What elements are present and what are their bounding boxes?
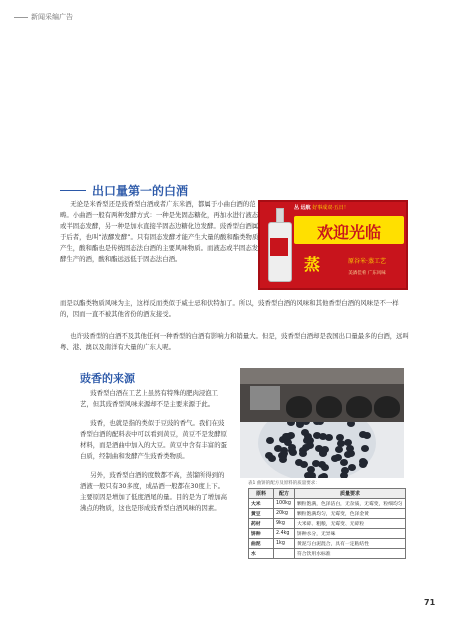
table-row (249, 509, 406, 519)
bean-icon (319, 433, 327, 440)
table-cell: 1kg (274, 539, 295, 549)
bean-icon (308, 475, 316, 478)
paragraph-1: 无论是米香型还是豉香型白酒或者广东米酒，都属于小曲白酒的范畴。小曲酒一般有两种发酵方式：一种是先固态糖化，再加水进行液态或半固态发酵，另一种是加水直接半固态边糖化边发酵。豉香型白酒属于后者，也叫“浓醪发酵”。只有固态发酵才能产生大量的酸和酯类物质产生，酸和酯也是传统固态法白酒的主要风味物质。而液态或半固态发酵生产的酒，酸和酯远远低于固态法白酒。 (60, 200, 259, 263)
table-cell: 曲泥 (249, 539, 274, 549)
table-cell: 20kg (274, 509, 295, 519)
banner-brand-mark: 丛 (294, 205, 300, 211)
banner-topline (294, 204, 406, 211)
bean-icon (307, 466, 315, 473)
table-cell: 大米 (249, 499, 274, 509)
section-2-title: 豉香的来源 (80, 372, 135, 385)
table-cell: 颗粒饱满，色泽洁白，无杂质，无霉变，粒细均匀 (295, 499, 406, 509)
table-cell: 100kg (274, 499, 295, 509)
table-cell: 水 (249, 549, 274, 559)
bean-icon (359, 431, 367, 438)
table-cell (274, 549, 295, 559)
header-label: 新闻采编广告 (31, 13, 73, 21)
bean-icon (280, 447, 288, 454)
table-header-row (249, 489, 406, 499)
table-cell: 颗粒饱满均匀，无霉变，色泽金黄 (295, 509, 406, 519)
banner-brand-name: 远航 (300, 205, 311, 211)
table-cell: 大米碎、粗粮，无霉变、无碎粒 (295, 519, 406, 529)
title-rule (60, 190, 86, 191)
table-cell: 药材 (249, 519, 274, 529)
table-row (249, 549, 406, 559)
table-cell: 饼种 (249, 529, 274, 539)
table-caption: 表1 曲饼的配方及原料的质量要求： (248, 481, 320, 486)
section-2-paragraph: 豉香型白酒在工艺上虽然有特殊的肥肉浸泡工艺，但其豉香型风味来源却不是主要来源于此。 (80, 389, 219, 408)
running-header (14, 12, 73, 22)
banner-welcome: 欢迎光临 (316, 223, 381, 242)
table-header-cell: 原料 (249, 489, 274, 499)
banner-gift-text: 好事成双·五日！ (312, 205, 349, 211)
table-cell: 饼种水分，无异味 (295, 529, 406, 539)
header-rule (14, 17, 28, 18)
ingredient-table (248, 488, 406, 559)
table-cell: 黄泥与白泥混合，具有一定粘结性 (295, 539, 406, 549)
banner-subtitle-2: 美酒佳肴 广东风味 (348, 271, 386, 276)
table-row (249, 539, 406, 549)
table-cell: 符合饮用水标准 (295, 549, 406, 559)
table-row (249, 499, 406, 509)
bean-icon (315, 445, 323, 452)
fermented-beans-photo (240, 422, 404, 478)
table-cell: 黄豆 (249, 509, 274, 519)
liquor-banner-image (258, 200, 408, 290)
section-2-paragraph: 另外，豉香型白酒的度数都不高，蒸馏所得到的酒液一般只有30多度，成品酒一般都在30度上下。主要原因是增加了低度酒尾的量。目的是为了增加高沸点的物质，这也是形成豉香型白酒风味的因素。 (80, 471, 227, 512)
page-number: 71 (424, 598, 436, 607)
bottle-icon (266, 208, 292, 284)
section-title: 出口量第一的白酒 (92, 184, 189, 198)
banner-subtitle: 原谷米·蒸工艺 (348, 258, 386, 265)
bean-icon (301, 429, 309, 436)
table-row (249, 519, 406, 529)
banner-steam-char: 蒸 (304, 255, 321, 274)
brewery-jars-photo (240, 368, 404, 424)
bean-icon (340, 459, 348, 466)
table-header-cell: 配方 (274, 489, 295, 499)
section-2-body (80, 388, 230, 522)
paragraph-3: 也许豉香型的白酒不及其他任何一种香型的白酒有影响力和销量大。但是，豉香型白酒却是我国出口量最多的白酒，远叫粤、港、澳以及南洋有大量的广东人呢。 (60, 332, 409, 351)
table-cell: 9kg (274, 519, 295, 529)
table-row (249, 529, 406, 539)
banner-welcome-box (294, 216, 404, 244)
paragraph-2: 而是以酯类物质风味为主，这样反而类似于威士忌和伏特加了。所以，豉香型白酒的风味和其他香型白酒的风味是不一样的，因而一直不被其他省份的酒友接受。 (60, 299, 399, 318)
table-header-cell: 质量要求 (295, 489, 406, 499)
bean-icon (288, 447, 296, 454)
bean-icon (320, 473, 328, 478)
bean-icon (359, 461, 367, 468)
bean-icon (318, 461, 326, 468)
table-cell: 2.4kg (274, 529, 295, 539)
section-2-paragraph: 豉香，也就是指的类似于豆豉的香气。我们在豉香型白酒的配料表中可以看到黄豆，黄豆不是发酵原材料，而是酒曲中加入的大豆。黄豆中含有丰富的蛋白质，经制曲和发酵产生豉香类物质。 (80, 419, 227, 460)
bean-icon (282, 433, 290, 440)
bean-icon (335, 446, 343, 453)
